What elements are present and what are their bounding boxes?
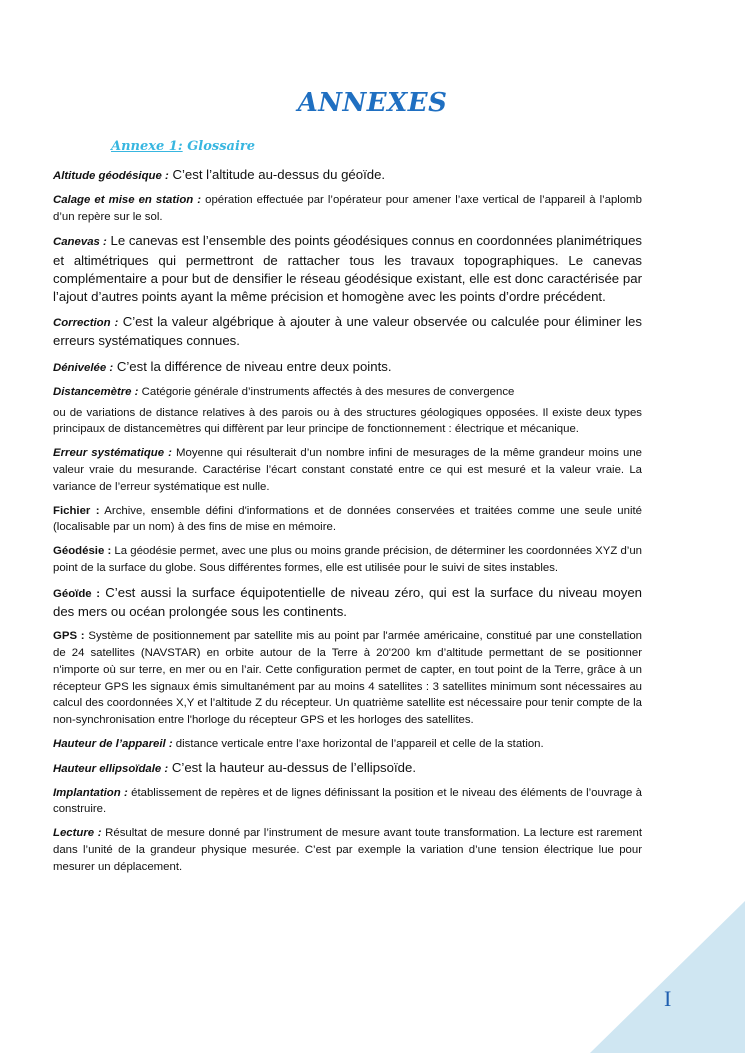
- glossary-term: Hauteur de l’appareil :: [53, 737, 173, 750]
- annex-title: Glossaire: [187, 139, 256, 154]
- glossary-entry: [53, 232, 642, 306]
- glossary-term: Correction :: [53, 317, 119, 330]
- glossary-entry: [53, 358, 642, 377]
- glossary-entry: [53, 384, 642, 401]
- glossary-term: Hauteur ellipsoïdale :: [53, 762, 169, 775]
- glossary-term: Dénivelée :: [53, 361, 114, 374]
- glossary-entry: [53, 445, 642, 495]
- glossary-definition: ou de variations de distance relatives à des parois ou à des structures géologiques opposées. Il existe deux types principaux de distancemètres qui diffèrent par leur principe de fonctionnement : électrique et mécanique.: [53, 406, 642, 436]
- page-title: ANNEXES: [297, 88, 448, 118]
- glossary: [53, 167, 642, 883]
- glossary-definition: Moyenne qui résulterait d’un nombre infini de mesurages de la même grandeur moins une valeur vraie du mesurande. Caractérise l’écart constant constaté entre ce qui est mesuré et la valeur vraie. La variance de l’erreur systématique est nulle.: [53, 447, 642, 493]
- glossary-term: Canevas :: [53, 236, 107, 249]
- glossary-definition: La géodésie permet, avec une plus ou moins grande précision, de déterminer les coordonnées XYZ d’un point de la surface du globe. Sous différentes formes, elle est utilisée pour le suivi de sites instables.: [53, 545, 642, 574]
- glossary-definition: distance verticale entre l’axe horizontal de l’appareil et celle de la station.: [172, 737, 544, 750]
- glossary-term: Lecture :: [53, 827, 102, 840]
- glossary-definition: C’est la valeur algébrique à ajouter à une valeur observée ou calculée pour éliminer les erreurs systématiques connues.: [53, 314, 642, 349]
- glossary-term: Altitude géodésique :: [53, 170, 169, 182]
- page-number: I: [664, 986, 672, 1011]
- glossary-definition: Catégorie générale d’instruments affectés à des mesures de convergence: [138, 385, 515, 398]
- glossary-entry: [53, 503, 642, 537]
- glossary-entry: [53, 584, 642, 621]
- glossary-entry: [53, 785, 642, 819]
- glossary-definition: Système de positionnement par satellite mis au point par l'armée américaine, constitué par une constellation de 24 satellites (NAVSTAR) en orbite autour de la Terre à 20'200 km d’altitude permettant de se positionner n'importe où sur terre, en mer ou en l’air. Cette configuration permet de capter, en tout point de la Terre, grâce à un récepteur GPS les signaux émis simultanément par au moins 4 satellites : 3 satellites minimum sont nécessaires au calcul des coordonnées X,Y et l’altitude Z du récepteur. Un quatrième satellite est nécessaire pour tenir compte de la non-synchronisation entre l'horloge du récepteur GPS et les horloges des satellites.: [53, 630, 642, 727]
- glossary-entry: [53, 628, 642, 729]
- glossary-definition: C’est l’altitude au-dessus du géoïde.: [168, 167, 386, 182]
- glossary-entry: [53, 543, 642, 577]
- glossary-definition: établissement de repères et de lignes définissant la position et le niveau des éléments de l’ouvrage à construire.: [53, 786, 642, 816]
- glossary-definition: Archive, ensemble défini d'informations et de données conservées et traitées comme une seule unité (localisable par un nom) à des fins de mise en mémoire.: [53, 504, 643, 534]
- glossary-term: Géodésie :: [53, 545, 112, 558]
- glossary-term: GPS :: [53, 630, 85, 643]
- glossary-term: Calage et mise en station :: [53, 193, 202, 206]
- glossary-term: Distancemètre :: [53, 385, 139, 398]
- glossary-definition: Résultat de mesure donné par l’instrument de mesure avant toute transformation. La lecture est rarement dans l’unité de la grandeur physique mesurée. C’est par exemple la variation d’une tension électrique lue pour mesurer un déplacement.: [53, 827, 642, 873]
- page-corner-decoration: [590, 901, 745, 1053]
- glossary-entry: [53, 192, 642, 226]
- glossary-entry: [53, 405, 642, 439]
- glossary-definition: Le canevas est l’ensemble des points géodésiques connus en coordonnées planimétriques et altimétriques qui permettront de rattacher tous les travaux topographiques. Le canevas complémentaire a pour but de densifier le réseau géodésique existant, elle est donc caractérisée par l’ajout d’autres points ayant la même précision et homogène avec les points d’ordre précédent.: [53, 233, 643, 304]
- glossary-term: Erreur systématique :: [53, 447, 172, 460]
- glossary-entry: [53, 313, 642, 350]
- glossary-entry: [53, 736, 642, 753]
- glossary-definition: C’est la hauteur au-dessus de l’ellipsoïde.: [168, 759, 416, 775]
- glossary-definition: opération effectuée par l’opérateur pour amener l’axe vertical de l’appareil à l’aplomb d’un repère sur le sol.: [53, 193, 642, 223]
- glossary-term: Fichier :: [53, 504, 100, 517]
- glossary-entry: [53, 167, 642, 185]
- annex-heading: [111, 139, 255, 154]
- glossary-entry: [53, 760, 642, 778]
- glossary-entry: [53, 825, 642, 875]
- glossary-definition: C’est aussi la surface équipotentielle de niveau zéro, qui est la surface du niveau moyen des mers ou océan prolongée sous les continents.: [53, 584, 642, 619]
- glossary-definition: C’est la différence de niveau entre deux points.: [113, 358, 392, 374]
- annex-label: Annexe 1:: [111, 139, 183, 154]
- glossary-term: Implantation :: [53, 786, 128, 799]
- glossary-term: Géoïde :: [53, 587, 101, 600]
